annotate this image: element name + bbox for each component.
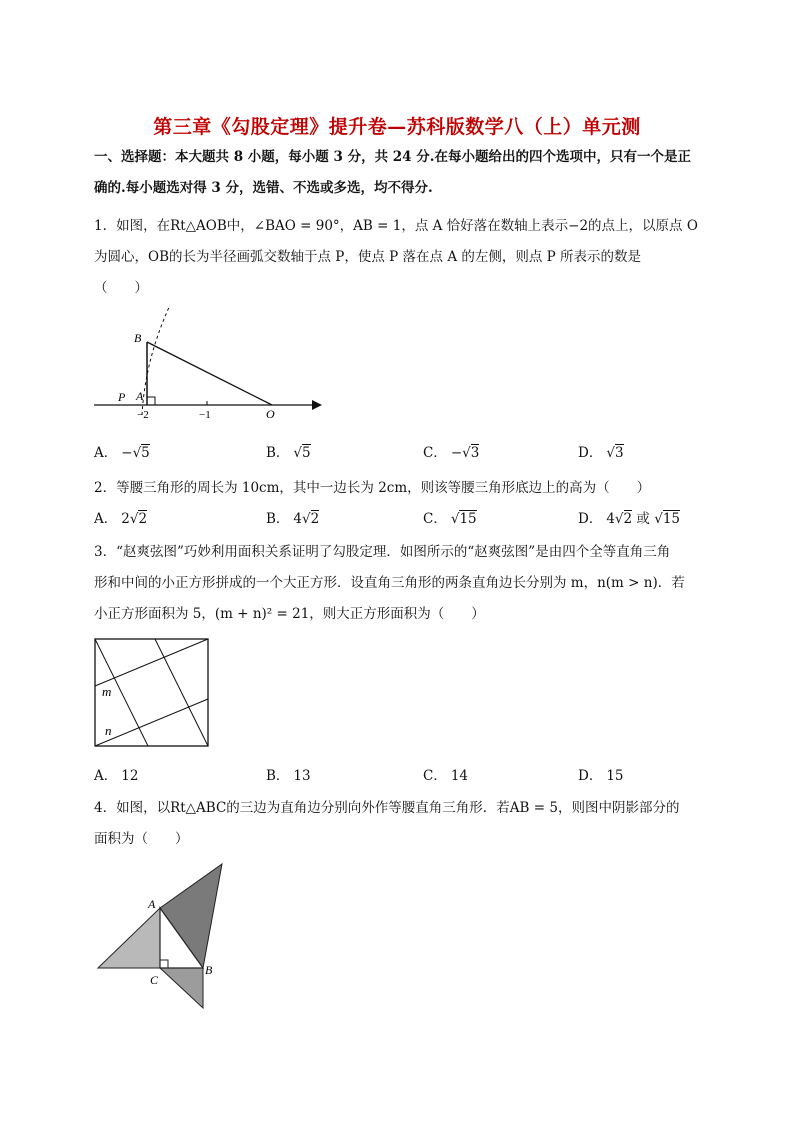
question-1-text: 1．如图，在Rt△AOB中，∠BAO = 90°，AB = 1，点 A 恰好落在数轴上表示−2的点上，以原点 O 为圆心，OB的长为半径画弧交数轴于点 P，使点 P 落在点 A 的左侧，则点 P 所表示的数是 （ ） [94, 218, 698, 296]
label-n: n [105, 723, 112, 738]
q3-option-b[interactable]: B． 13 [266, 768, 311, 784]
sqrt-symbol: √ [462, 445, 471, 461]
label-A: A [136, 389, 144, 403]
label-B: B [134, 331, 142, 345]
sqrt-symbol: √ [302, 511, 311, 527]
page-title: 第三章《勾股定理》提升卷—苏科版数学八（上）单元测 [153, 116, 641, 138]
label-P: P [118, 390, 126, 404]
question-2-text: 2．等腰三角形的周长为 10cm，其中一边长为 2cm，则该等腰三角形底边上的高为（ ） [94, 480, 651, 496]
sqrt-symbol: √ [450, 511, 460, 527]
q2-option-b[interactable]: B． 4√2 [266, 511, 320, 527]
question-4-figure [94, 860, 229, 1015]
question-4-text: 4．如图，以Rt△ABC的三边为直角边分别向外作等腰直角三角形．若AB = 5，则图中阴影部分的 面积为（ ） [94, 800, 680, 847]
label-B: B [205, 963, 213, 977]
q1-option-a[interactable]: A． −√5 [94, 445, 150, 461]
question-3-text: 3．“赵爽弦图”巧妙利用面积关系证明了勾股定理．如图所示的“赵爽弦图”是由四个全等直角三角 形和中间的小正方形拼成的一个大正方形．设直角三角形的两条直角边长分别为 m，n(m > n)．若 小正方形面积为 5，(m + n)² = 21，则大正方形面积为（ ） [94, 544, 685, 622]
sqrt-symbol: √ [293, 445, 303, 461]
tick-minus-1: −1 [199, 409, 211, 421]
q1-option-c[interactable]: C． −√3 [423, 445, 480, 461]
question-3-figure [94, 638, 210, 748]
label-A: A [148, 897, 156, 911]
sqrt-symbol: √ [606, 445, 615, 461]
q2-option-d[interactable]: D． 4√2 或 √15 [578, 511, 681, 527]
label-O: O [266, 407, 275, 421]
q1-option-b[interactable]: B． √5 [266, 445, 311, 461]
q3-option-a[interactable]: A． 12 [94, 768, 139, 784]
section-heading: 一、选择题：本大题共 8 小题，每小题 3 分，共 24 分.在每小题给出的四个选项中，只有一个是正 确的.每小题选对得 3 分，选错、不选或多选，均不得分. [94, 149, 691, 196]
tick-minus-2: −2 [137, 409, 149, 421]
label-m: m [102, 684, 112, 699]
sqrt-symbol: √ [654, 511, 663, 527]
sqrt-symbol: √ [132, 445, 142, 461]
q1-option-d[interactable]: D． √3 [578, 445, 624, 461]
q3-option-d[interactable]: D． 15 [578, 768, 624, 784]
q3-option-c[interactable]: C． 14 [423, 768, 469, 784]
sqrt-symbol: √ [614, 511, 624, 527]
sqrt-symbol: √ [129, 511, 139, 527]
question-1-figure [90, 300, 330, 430]
q2-option-a[interactable]: A． 2√2 [94, 511, 148, 527]
label-C: C [150, 973, 159, 987]
q2-option-c[interactable]: C． √15 [423, 511, 477, 527]
